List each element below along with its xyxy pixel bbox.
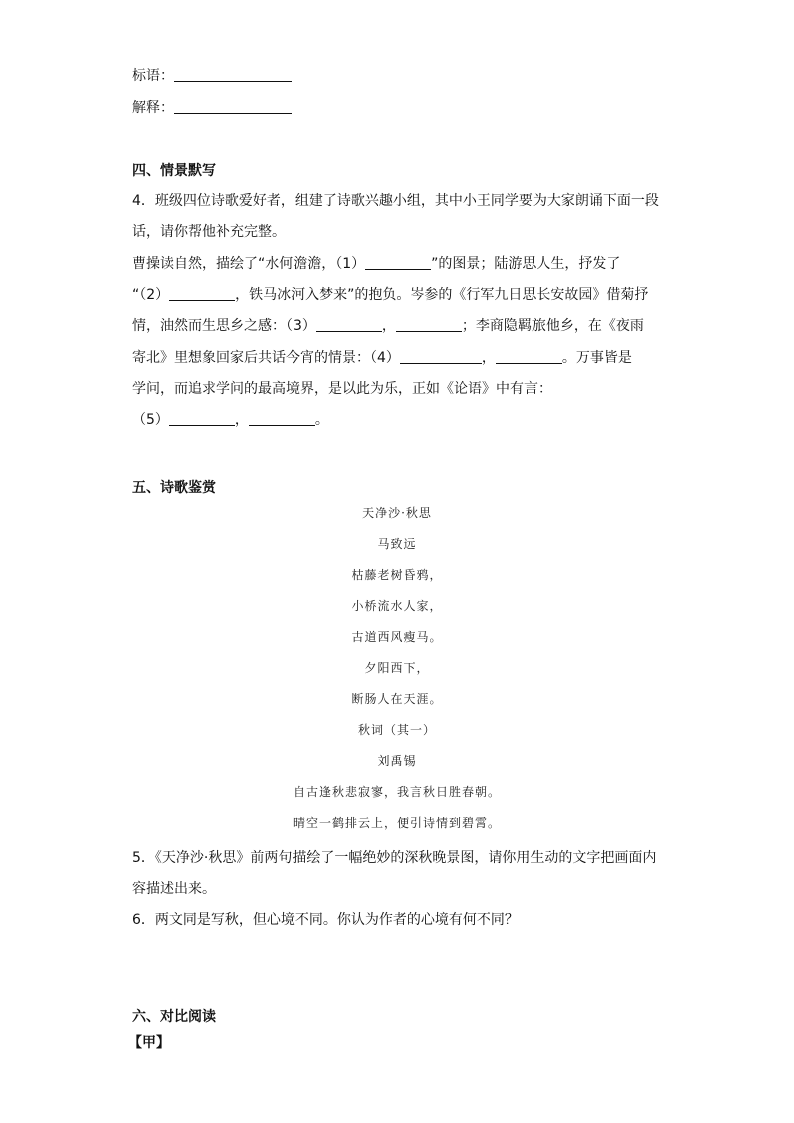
poem-line: 断肠人在天涯。 — [351, 692, 443, 706]
l8-text-c: 。 — [314, 412, 329, 428]
blank-5b[interactable] — [249, 411, 315, 426]
q4-text-line1: 4．班级四位诗歌爱好者，组建了诗歌兴趣小组，其中小王同学要为大家朗诵下面一段 — [132, 193, 659, 209]
q5-text-line1: 5．《天净沙·秋思》前两句描绘了一幅绝妙的深秋晚景图，请你用生动的文字把画面内 — [132, 850, 657, 866]
q4-text-line2: 话，请你帮他补充完整。 — [132, 224, 286, 240]
section-6-title: 六、对比阅读 — [132, 1009, 216, 1025]
slogan-blank[interactable] — [174, 67, 292, 82]
poem-line: 晴空一鹤排云上，便引诗情到碧霄。 — [292, 816, 501, 830]
q4-line5 — [132, 316, 644, 336]
blank-4b[interactable] — [496, 349, 562, 364]
blank-5a[interactable] — [169, 411, 235, 426]
l6-text-c: 。万事皆是 — [561, 350, 632, 366]
l6-text-b: ， — [481, 350, 496, 366]
q4-line7: 学问，而追求学问的最高境界，是以此为乐，正如《论语》中有言： — [132, 381, 552, 397]
q4-line3 — [132, 254, 620, 274]
l5-text-b: ， — [381, 318, 396, 334]
poem-title-2: 秋词（其一） — [357, 723, 436, 737]
slogan-line — [132, 66, 292, 86]
blank-1[interactable] — [365, 255, 431, 270]
blank-3b[interactable] — [396, 317, 462, 332]
poem-line: 夕阳西下， — [364, 661, 430, 675]
l5-text-a: 情，油然而生思乡之感：（3） — [132, 318, 316, 334]
blank-3a[interactable] — [316, 317, 382, 332]
q4-line6 — [132, 348, 632, 368]
l6-text-a: 寄北》里想象回家后共话今宵的情景：（4） — [132, 350, 400, 366]
poem-author-2: 刘禹锡 — [377, 754, 417, 768]
poem-line: 自古逢秋悲寂寥，我言秋日胜春朝。 — [292, 785, 501, 799]
section-4-title: 四、情景默写 — [132, 163, 216, 179]
l4-text-a: “（2） — [132, 287, 170, 303]
explain-blank[interactable] — [174, 99, 292, 114]
q4-line8 — [132, 410, 329, 430]
section-5-title: 五、诗歌鉴赏 — [132, 480, 216, 496]
explain-label: 解释： — [132, 100, 174, 116]
bracket-label-jia: 【甲】 — [128, 1035, 170, 1051]
q4-line4 — [132, 285, 648, 305]
l5-text-c: ；李商隐羁旅他乡，在《夜雨 — [461, 318, 644, 334]
blank-4a[interactable] — [400, 349, 482, 364]
slogan-label: 标语： — [132, 68, 174, 84]
poem-line: 小桥流水人家， — [351, 599, 443, 613]
l8-text-b: ， — [234, 412, 249, 428]
l4-text-b: ，铁马冰河入梦来”的抱负。岑参的《行军九日思长安故园》借菊抒 — [235, 287, 649, 303]
explain-line — [132, 98, 292, 118]
l3-text-b: ”的图景；陆游思人生，抒发了 — [431, 256, 621, 272]
q5-text-line2: 容描述出来。 — [132, 881, 216, 897]
poem-title-1: 天净沙·秋思 — [362, 506, 432, 520]
poem-author-1: 马致远 — [377, 537, 417, 551]
blank-2[interactable] — [169, 286, 235, 301]
poem-line: 枯藤老树昏鸦， — [351, 568, 443, 582]
l8-text-a: （5） — [132, 412, 169, 428]
l3-text-a: 曹操读自然，描绘了“水何澹澹，（1） — [132, 256, 366, 272]
poem-line: 古道西风瘦马。 — [351, 630, 443, 644]
q6-text: 6．两文同是写秋，但心境不同。你认为作者的心境有何不同？ — [132, 912, 519, 928]
